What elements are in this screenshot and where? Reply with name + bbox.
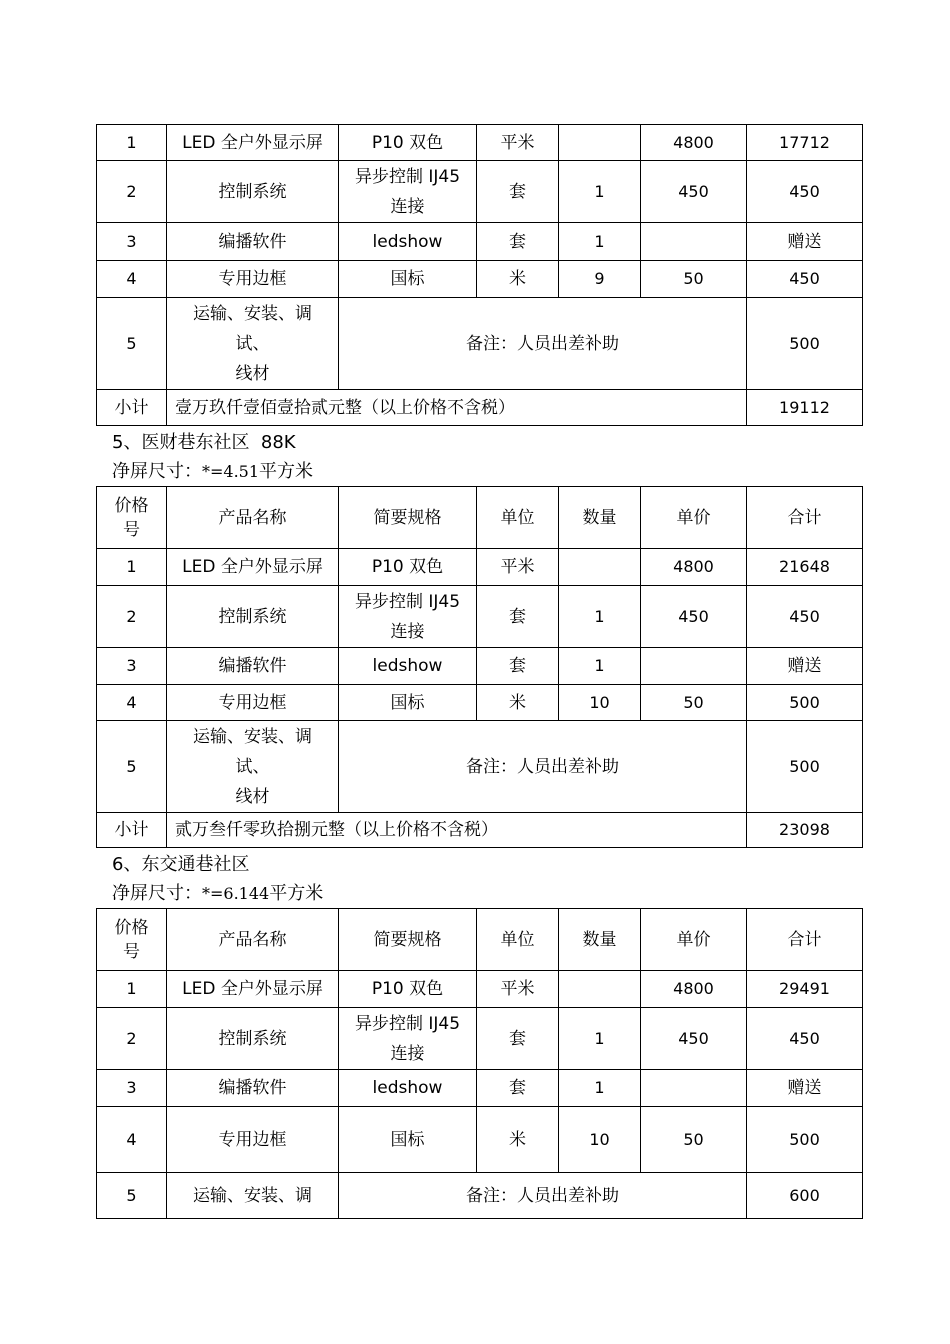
cell-total: 赠送: [747, 1070, 863, 1107]
subtotal-row: [97, 390, 863, 426]
cell-name: 控制系统: [167, 586, 339, 648]
cell-unit: 套: [477, 161, 559, 223]
cell-price: 450: [641, 586, 747, 648]
cell-no: 1: [97, 125, 167, 161]
cell-total: 21648: [747, 549, 863, 586]
header-price: 单价: [641, 909, 747, 971]
header-no: [97, 909, 167, 971]
header-total: 合计: [747, 487, 863, 549]
cell-no: 5: [97, 1173, 167, 1219]
cell-qty: [559, 971, 641, 1008]
cell-qty: 10: [559, 685, 641, 721]
cell-price: 50: [641, 1107, 747, 1173]
cell-spec: 国标: [339, 685, 477, 721]
cell-spec: [339, 586, 477, 648]
spec-line: 连接: [390, 621, 425, 642]
cell-no: 2: [97, 586, 167, 648]
table-row: [97, 223, 863, 261]
cell-spec: [339, 161, 477, 223]
cell-unit: 平米: [477, 125, 559, 161]
cell-unit: 套: [477, 1070, 559, 1107]
table-row: [97, 586, 863, 648]
cell-no: 5: [97, 721, 167, 813]
cell-spec: [339, 1008, 477, 1070]
subtotal-value: 23098: [747, 813, 863, 848]
header-row: [97, 487, 863, 549]
cell-price: 4800: [641, 125, 747, 161]
cell-unit: 平米: [477, 549, 559, 586]
cell-qty: [559, 125, 641, 161]
cell-total: 500: [747, 721, 863, 813]
cell-no: 5: [97, 298, 167, 390]
cell-total: 29491: [747, 971, 863, 1008]
cell-unit: 套: [477, 586, 559, 648]
cell-spec: P10 双色: [339, 125, 477, 161]
subtotal-label: 小计: [97, 813, 167, 848]
cell-total: 赠送: [747, 648, 863, 685]
name-line: 运输、安装、调: [193, 303, 312, 324]
cell-unit: 米: [477, 685, 559, 721]
header-no-line: 号: [123, 519, 140, 540]
cell-name: 运输、安装、调: [167, 1173, 339, 1219]
cell-no: 4: [97, 261, 167, 298]
table-row: [97, 125, 863, 161]
cell-total: 500: [747, 685, 863, 721]
cell-unit: 套: [477, 1008, 559, 1070]
table-row: [97, 685, 863, 721]
cell-spec: P10 双色: [339, 549, 477, 586]
cell-name: [167, 298, 339, 390]
table-row: [97, 1070, 863, 1107]
table-row: [97, 1173, 863, 1219]
header-qty: 数量: [559, 909, 641, 971]
screen-size-label: 净屏尺寸：: [112, 461, 202, 482]
cell-name: LED 全户外显示屏: [167, 549, 339, 586]
cell-no: 2: [97, 161, 167, 223]
cell-unit: 套: [477, 648, 559, 685]
cell-name: 控制系统: [167, 1008, 339, 1070]
cell-no: 2: [97, 1008, 167, 1070]
cell-qty: 1: [559, 586, 641, 648]
screen-size: [112, 879, 323, 905]
cell-note: 备注：人员出差补助: [339, 298, 747, 390]
cell-price: [641, 1070, 747, 1107]
subtotal-value: 19112: [747, 390, 863, 426]
name-line: 线材: [235, 363, 270, 384]
cell-price: 50: [641, 685, 747, 721]
subtotal-label: 小计: [97, 390, 167, 426]
cell-no: 3: [97, 223, 167, 261]
cell-name: LED 全户外显示屏: [167, 125, 339, 161]
header-no-line: 价格: [114, 917, 149, 938]
cell-total: 17712: [747, 125, 863, 161]
name-line: 线材: [235, 786, 270, 807]
cell-name: [167, 721, 339, 813]
cell-name: 专用边框: [167, 685, 339, 721]
name-line: 试、: [235, 756, 270, 777]
cell-total: 600: [747, 1173, 863, 1219]
quote-table-6: [96, 908, 863, 1219]
cell-name: 编播软件: [167, 1070, 339, 1107]
table-row: [97, 971, 863, 1008]
screen-size-label: 净屏尺寸：: [112, 883, 202, 904]
quote-table-5: [96, 486, 863, 848]
cell-name: 专用边框: [167, 261, 339, 298]
cell-no: 1: [97, 549, 167, 586]
cell-price: 450: [641, 161, 747, 223]
cell-total: 450: [747, 1008, 863, 1070]
table-row: [97, 261, 863, 298]
header-spec: 简要规格: [339, 909, 477, 971]
header-spec: 简要规格: [339, 487, 477, 549]
cell-unit: 米: [477, 261, 559, 298]
cell-unit: 米: [477, 1107, 559, 1173]
table-row: [97, 1008, 863, 1070]
cell-no: 3: [97, 1070, 167, 1107]
cell-qty: 1: [559, 223, 641, 261]
table-row: [97, 549, 863, 586]
table-row: [97, 298, 863, 390]
cell-total: 450: [747, 586, 863, 648]
header-unit: 单位: [477, 909, 559, 971]
name-line: 运输、安装、调: [193, 726, 312, 747]
header-unit: 单位: [477, 487, 559, 549]
cell-spec: ledshow: [339, 223, 477, 261]
cell-name: 专用边框: [167, 1107, 339, 1173]
header-qty: 数量: [559, 487, 641, 549]
cell-name: 控制系统: [167, 161, 339, 223]
cell-no: 4: [97, 1107, 167, 1173]
quote-table-4: [96, 124, 863, 426]
cell-spec: ledshow: [339, 1070, 477, 1107]
cell-total: 500: [747, 1107, 863, 1173]
subtotal-row: [97, 813, 863, 848]
cell-qty: 1: [559, 648, 641, 685]
screen-size: [112, 457, 313, 483]
section-title: 6、东交通巷社区: [112, 854, 250, 875]
cell-note: 备注：人员出差补助: [339, 721, 747, 813]
name-line: 试、: [235, 333, 270, 354]
subtotal-text: 贰万叁仟零玖拾捌元整（以上价格不含税）: [167, 813, 747, 848]
screen-size-value: *=6.144: [202, 884, 270, 903]
header-no-line: 号: [123, 941, 140, 962]
cell-qty: 1: [559, 161, 641, 223]
cell-no: 3: [97, 648, 167, 685]
cell-qty: 9: [559, 261, 641, 298]
cell-spec: ledshow: [339, 648, 477, 685]
spec-line: 连接: [390, 196, 425, 217]
cell-qty: [559, 549, 641, 586]
cell-price: 50: [641, 261, 747, 298]
cell-price: 450: [641, 1008, 747, 1070]
cell-qty: 10: [559, 1107, 641, 1173]
spec-line: 异步控制 IJ45: [354, 166, 461, 187]
header-price: 单价: [641, 487, 747, 549]
section-title: 5、医财巷东社区 88K: [112, 432, 296, 453]
cell-total: 赠送: [747, 223, 863, 261]
screen-size-unit: 平方米: [269, 883, 324, 904]
spec-line: 异步控制 IJ45: [354, 591, 461, 612]
cell-total: 450: [747, 261, 863, 298]
header-name: 产品名称: [167, 487, 339, 549]
cell-note: 备注：人员出差补助: [339, 1173, 747, 1219]
table-row: [97, 648, 863, 685]
header-no: [97, 487, 167, 549]
cell-total: 500: [747, 298, 863, 390]
cell-unit: 平米: [477, 971, 559, 1008]
cell-price: 4800: [641, 971, 747, 1008]
table-row: [97, 1107, 863, 1173]
table-row: [97, 161, 863, 223]
spec-line: 连接: [390, 1043, 425, 1064]
cell-no: 1: [97, 971, 167, 1008]
spec-line: 异步控制 IJ45: [354, 1013, 461, 1034]
subtotal-text: 壹万玖仟壹佰壹拾贰元整（以上价格不含税）: [167, 390, 747, 426]
screen-size-value: *=4.51: [202, 462, 260, 481]
cell-spec: 国标: [339, 261, 477, 298]
cell-name: 编播软件: [167, 648, 339, 685]
cell-name: 编播软件: [167, 223, 339, 261]
header-total: 合计: [747, 909, 863, 971]
screen-size-unit: 平方米: [259, 461, 314, 482]
cell-spec: P10 双色: [339, 971, 477, 1008]
header-name: 产品名称: [167, 909, 339, 971]
cell-qty: 1: [559, 1070, 641, 1107]
cell-name: LED 全户外显示屏: [167, 971, 339, 1008]
header-no-line: 价格: [114, 495, 149, 516]
cell-price: [641, 648, 747, 685]
header-row: [97, 909, 863, 971]
cell-unit: 套: [477, 223, 559, 261]
cell-price: 4800: [641, 549, 747, 586]
cell-total: 450: [747, 161, 863, 223]
cell-spec: 国标: [339, 1107, 477, 1173]
cell-no: 4: [97, 685, 167, 721]
cell-qty: 1: [559, 1008, 641, 1070]
cell-price: [641, 223, 747, 261]
table-row: [97, 721, 863, 813]
